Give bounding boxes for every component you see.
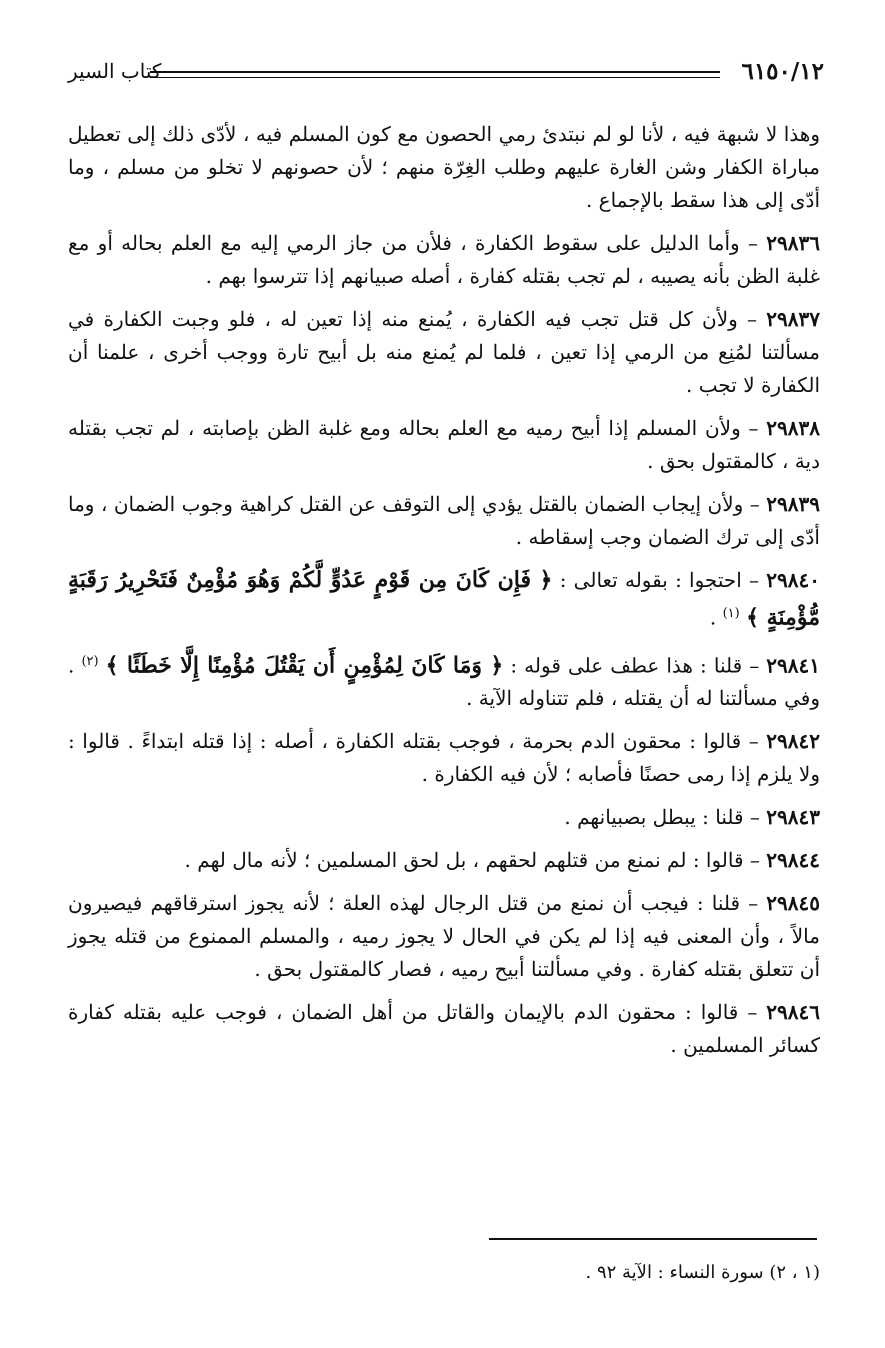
- paragraph: ٢٩٨٤٣ – قلنا : يبطل بصبيانهم .: [564, 805, 820, 830]
- paragraph-text: قالوا : محقون الدم بحرمة ، فوجب بقتله الكفارة ، أصله : إذا قتله ابتداءً . قالوا : ولا يلزم إذا رمى حصنًا فأصابه ؛ لأن فيه الكفارة .: [68, 729, 820, 787]
- paragraph-number: ٢٩٨٤٢: [766, 729, 820, 754]
- paragraph-text: قالوا : لم نمنع من قتلهم لحقهم ، بل لحق المسلمين ؛ لأنه مال لهم .: [184, 848, 744, 873]
- paragraph-text: احتجوا : بقوله تعالى :: [559, 568, 742, 592]
- paragraph: ٢٩٨٤١ – قلنا : هذا عطف على قوله : ﴿ وَمَا كَانَ لِمُؤْمِنٍ أَن يَقْتُلَ مُؤْمِنًا إِلَّا خَطَئًا ﴾ $^{(٢)}$ . وفي مسألتنا له أن يقتله ، فلم تتناوله الآية .: [68, 652, 821, 711]
- paragraph: ٢٩٨٣٧ – ولأن كل قتل تجب فيه الكفارة ، يُمنع منه إذا تعين له ، فلو وجبت الكفارة في مسألتنا لمُنِع من الرمي إذا تعين ، فلما لم يُمنع منه بل أبيح تارة ووجب أخرى ، علمنا أن الكفارة لا تجب .: [68, 307, 821, 397]
- paragraph: ٢٩٨٤٢ – قالوا : محقون الدم بحرمة ، فوجب بقتله الكفارة ، أصله : إذا قتله ابتداءً . قالوا : ولا يلزم إذا رمى حصنًا فأصابه ؛ لأن فيه الكفارة .: [68, 729, 820, 787]
- paragraph-text-after: .: [709, 605, 723, 630]
- paragraph: [68, 118, 820, 217]
- quran-verse: ﴿ وَمَا كَانَ لِمُؤْمِنٍ أَن يَقْتُلَ مُؤْمِنًا إِلَّا خَطَئًا ﴾: [105, 652, 504, 679]
- paragraph-number: ٢٩٨٤١: [766, 653, 821, 678]
- paragraph-number: ٢٩٨٣٦: [766, 231, 820, 255]
- paragraph-number: ٢٩٨٤٦: [766, 1000, 820, 1025]
- paragraph: ٢٩٨٣٨ – ولأن المسلم إذا أبيح رميه مع العلم بحاله ومع غلبة الظن بإصابته ، لم تجب بقتله دية ، كالمقتول بحق .: [68, 416, 820, 473]
- footnote-divider: [489, 1238, 817, 1240]
- paragraph-number: ٢٩٨٤٣: [766, 805, 820, 830]
- footnote: (١ ، ٢) سورة النساء : الآية ٩٢ .: [585, 1262, 820, 1283]
- paragraph-text: قلنا : فيجب أن نمنع من قتل الرجال لهذه العلة ؛ لأنه يجوز استرقاقهم فيصيرون مالاً ، وأن المعنى فيه إذا لم يكن في الحال لا يجوز رميه ، والمسلم الممنوع من قتله يجوز أن تتعلق بقتله كفارة . وفي مسألتنا أبيح رميه ، فصار كالمقتول بحق .: [68, 891, 820, 982]
- paragraph-number: ٢٩٨٣٧: [766, 307, 821, 331]
- paragraph-text: قالوا : محقون الدم بالإيمان والقاتل من أهل الضمان ، فوجب عليه بقتله كفارة كسائر المسلمين .: [68, 1000, 820, 1058]
- paragraph-text: وأما الدليل على سقوط الكفارة ، فلأن من جاز الرمي إليه مع العلم بحاله أو مع غلبة الظن بأنه يصيبه ، لم تجب بقتله كفارة ، أصله صبيانهم إذا تترسوا بهم .: [68, 231, 820, 288]
- paragraph: ٢٩٨٣٦ – وأما الدليل على سقوط الكفارة ، فلأن من جاز الرمي إليه مع العلم بحاله أو مع غلبة الظن بأنه يصيبه ، لم تجب بقتله كفارة ، أصله صبيانهم إذا تترسوا بهم .: [68, 231, 820, 288]
- footnote-reference: (١): [722, 606, 740, 621]
- page-reference: ٦١٥٠/١٢: [741, 58, 824, 85]
- paragraph-text: وهذا لا شبهة فيه ، لأنا لو لم نبتدئ رمي الحصون مع كون المسلم فيه ، لأدّى ذلك إلى تعطيل مباراة الكفار وشن الغارة عليهم وطلب الغِرّة منهم ؛ لأن حصونهم لا تخلو من مسلم ، وما أدّى إلى هذا سقط بالإجماع .: [68, 122, 820, 212]
- paragraph-text: ولأن المسلم إذا أبيح رميه مع العلم بحاله ومع غلبة الظن بإصابته ، لم تجب بقتله دية ، كالمقتول بحق .: [68, 416, 820, 473]
- paragraph-number: ٢٩٨٣٩: [766, 492, 820, 516]
- header-rule: [150, 71, 720, 78]
- paragraph: ٢٩٨٤٤ – قالوا : لم نمنع من قتلهم لحقهم ، بل لحق المسلمين ؛ لأنه مال لهم .: [184, 848, 820, 873]
- quran-verse: ﴿ فَإِن كَانَ مِن قَوْمٍ عَدُوٍّ لَّكُمْ وَهُوَ مُؤْمِنٌ فَتَحْرِيرُ رَقَبَةٍ مُّؤْمِنَةٍ ﴾: [68, 567, 820, 631]
- paragraph-number: ٢٩٨٣٨: [766, 416, 820, 440]
- paragraph-text: ولأن إيجاب الضمان بالقتل يؤدي إلى التوقف عن القتل كراهية وجوب الضمان ، وما أدّى إلى ترك الضمان وجب إسقاطه .: [68, 492, 820, 549]
- paragraph-text: ولأن كل قتل تجب فيه الكفارة ، يُمنع منه إذا تعين له ، فلو وجبت الكفارة في مسألتنا لمُنِع من الرمي إذا تعين ، فلما لم يُمنع منه بل أبيح تارة ووجب أخرى ، علمنا أن الكفارة لا تجب .: [68, 307, 820, 397]
- paragraph: ٢٩٨٤٦ – قالوا : محقون الدم بالإيمان والقاتل من أهل الضمان ، فوجب عليه بقتله كفارة كسائر المسلمين .: [68, 1000, 820, 1058]
- paragraph-number: ٢٩٨٤٤: [766, 848, 820, 873]
- paragraph-text-after: . وفي مسألتنا له أن يقتله ، فلم تتناوله الآية .: [68, 653, 820, 711]
- paragraph: ٢٩٨٣٩ – ولأن إيجاب الضمان بالقتل يؤدي إلى التوقف عن القتل كراهية وجوب الضمان ، وما أدّى إلى ترك الضمان وجب إسقاطه .: [68, 492, 820, 549]
- paragraph-number: ٢٩٨٤٥: [766, 891, 820, 916]
- body-text: [68, 118, 820, 1072]
- paragraph-number: ٢٩٨٤٠: [766, 568, 821, 592]
- paragraph: ٢٩٨٤٠ – احتجوا : بقوله تعالى : ﴿ فَإِن كَانَ مِن قَوْمٍ عَدُوٍّ لَّكُمْ وَهُوَ مُؤْمِنٌ فَتَحْرِيرُ رَقَبَةٍ مُّؤْمِنَةٍ ﴾ $^{(١)}$ .: [68, 567, 821, 631]
- paragraph-text: قلنا : هذا عطف على قوله :: [510, 653, 743, 678]
- paragraph-text: قلنا : يبطل بصبيانهم .: [564, 805, 744, 830]
- page-header: [68, 58, 828, 92]
- paragraph: ٢٩٨٤٥ – قلنا : فيجب أن نمنع من قتل الرجال لهذه العلة ؛ لأنه يجوز استرقاقهم فيصيرون مالاً ، وأن المعنى فيه إذا لم يكن في الحال لا يجوز رميه ، والمسلم الممنوع من قتله يجوز أن تتعلق بقتله كفارة . وفي مسألتنا أبيح رميه ، فصار كالمقتول بحق .: [68, 891, 820, 982]
- book-title: كتاب السير: [68, 59, 162, 83]
- footnote-reference: (٢): [81, 653, 99, 669]
